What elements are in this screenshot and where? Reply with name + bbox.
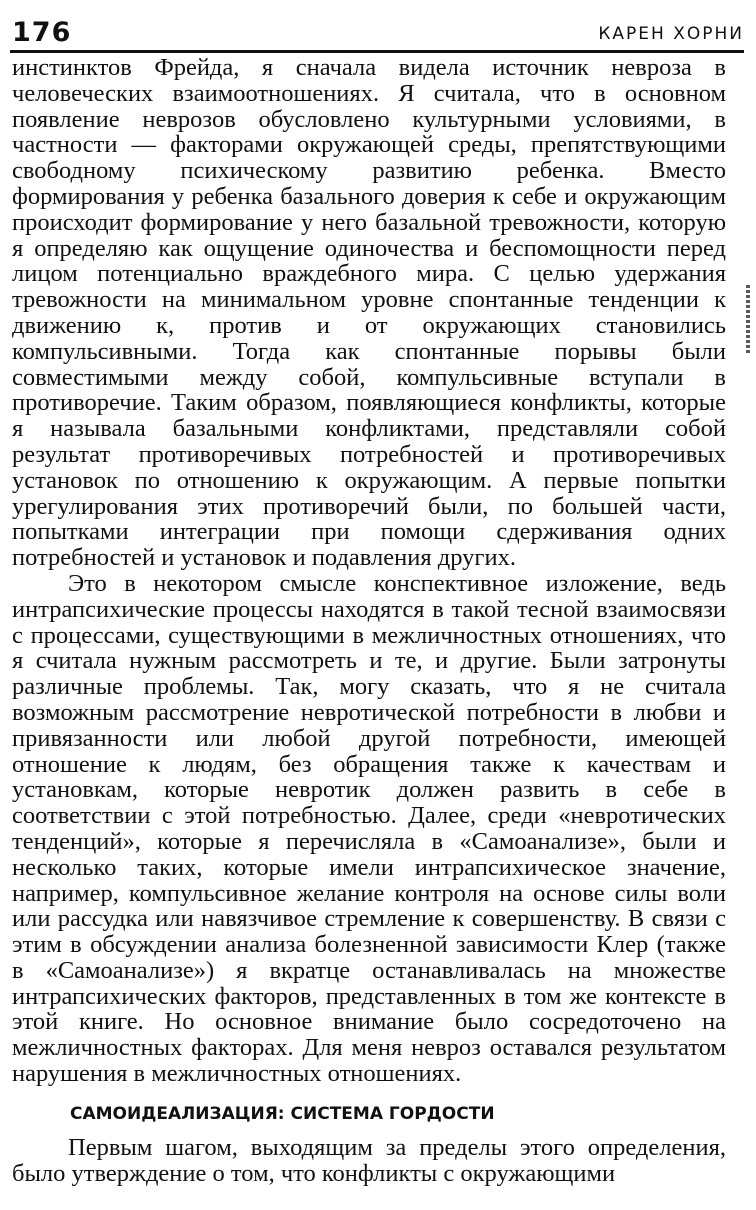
section-heading: САМОИДЕАЛИЗАЦИЯ: СИСТЕМА ГОРДОСТИ <box>70 1103 495 1124</box>
page-number: 176 <box>12 17 72 48</box>
running-title: КАРЕН ХОРНИ <box>598 24 744 44</box>
paragraph: Первым шагом, выходящим за пределы этого определения, было утверждение о том, что конфликты с окружающими <box>12 1133 726 1187</box>
body-text <box>12 55 726 1186</box>
running-header <box>10 16 744 53</box>
scan-edge-mark <box>746 285 750 353</box>
paragraph-continuation: инстинктов Фрейда, я сначала видела источник невроза в человеческих взаимоотношениях. Я считала, что в основном появление неврозов обусловлено культурными условиями, в частности — факторами окружающей среды, препятствующими свободному психическому развитию ребенка. Вместо формирования у ребенка базального доверия к себе и окружающим происходит формирование у него базальной тревожности, которую я определяю как ощущение одиночества и беспомощности перед лицом потенциально враждебного мира. С целью удержания тревожности на минимальном уровне спонтанные тенденции к движению к, против и от окружающих становились компульсивными. Тогда как спонтанные порывы были совместимыми между собой, компульсивные вступали в противоречие. Таким образом, появляющиеся конфликты, которые я называла базальными конфликтами, представляли собой результат противоречивых потребностей и противоречивых установок по отношению к окружающим. А первые попытки урегулирования этих противоречий были, по большей части, попытками интеграции при помощи сдерживания одних потребностей и установок и подавления других. <box>12 54 726 572</box>
paragraph: Это в некотором смысле конспективное изложение, ведь интрапсихические процессы находятся в такой тесной взаимосвязи с процессами, существующими в межличностных отношениях, что я считала нужным рассмотреть и те, и другие. Были затронуты различные проблемы. Так, могу сказать, что я не считала возможным рассмотрение невротической потребности в любви и привязанности или любой другой потребности, имеющей отношение к людям, без обращения также к качествам и установкам, которые невротик должен развить в себе в соответствии с этой потребностью. Далее, среди «невротических тенденций», которые я перечисляла в «Самоанализе», были и несколько таких, которые имели интрапсихическое значение, например, компульсивное желание контроля на основе силы воли или рассудка или навязчивое стремление к совершенству. В связи с этим в обсуждении анализа болезненной зависимости Клер (также в «Самоанализе») я вкратце останавливалась на множестве интрапсихических факторов, представленных в том же контексте в этой книге. Но основное внимание было сосредоточено на межличностных факторах. Для меня невроз оставался результатом нарушения в межличностных отношениях. <box>12 569 726 1088</box>
